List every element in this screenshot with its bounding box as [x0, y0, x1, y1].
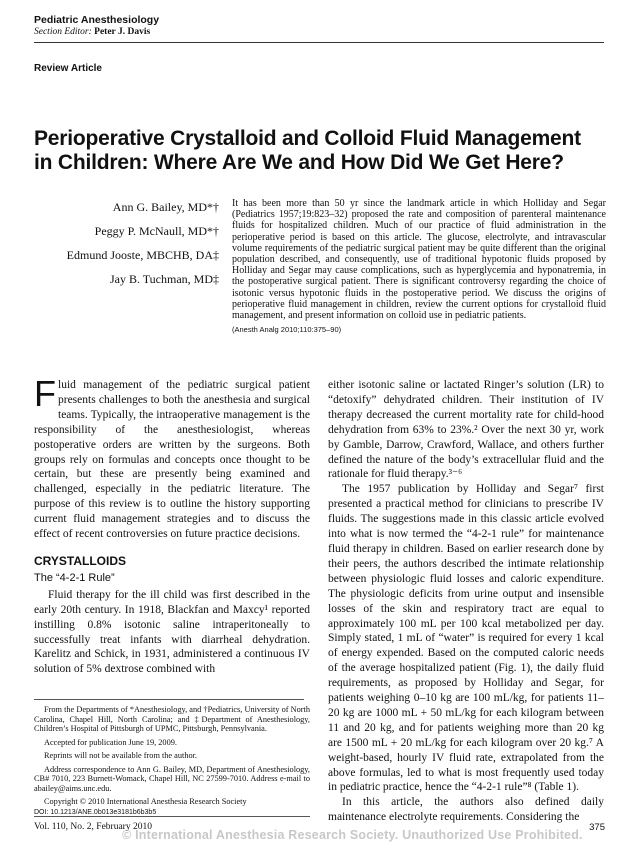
- copyright-note: Copyright © 2010 International Anesthesia Research Society: [44, 797, 247, 806]
- section-editor: [34, 27, 150, 37]
- drop-cap: F: [34, 373, 56, 414]
- author-1: Ann G. Bailey, MD*†: [112, 200, 219, 214]
- article-title: [34, 127, 614, 175]
- paragraph: The 1957 publication by Holliday and Segar⁷ first presented a practical method for clinicians to prescribe IV fluids. The suggestions made in this classic article evolved into what is now termed the “4-2-1 rule” for maintenance fluid therapy in children. Based on earlier research done by their peers, the authors described the intimate relationship between physiologic fluid losses and caloric expenditure. The physiologic deficits from urine output and insensible losses of the skin and respiratory tract are equal to approximately 100 mL per 100 kcal metabolized per day. Simply stated, 1 mL of “water” is required for every 1 kcal of energy expended. Based on the computed caloric needs of the average hospitalized patient (Fig. 1), the daily fluid requirements, as proposed by Holliday and Segar, for patients weighing 0–10 kg are 100 mL/kg, for patients 11–20 kg are 1000 mL + 50 mL/kg for each kilogram between 11 and 20 kg, and for patients weighing more than 20 kg are 1500 mL + 20 mL/kg for each kilogram over 20 kg.⁷ A weight-based, hourly IV fluid rate, extrapolated from the above formulas, led to what is most frequently used today in pediatric practice, hence the “4-2-1 rule”⁸ (Table 1).: [328, 483, 604, 794]
- reprints-note: Reprints will not be available from the author.: [44, 751, 197, 760]
- intro-text: luid management of the pediatric surgical patient presents challenges to both the anesthesia and surgical teams. Typically, the intraoperative management is the responsibility of the anesthesiologist, whereas postoperative orders are written by the surgeons. Both groups rely on formulas and concepts once thought to be certain, but these are presently being examined and challenged, especially in the pediatric literature. The purpose of this review is to outline the history supporting current fluid management strategies and to discuss the effect of recent controversies on future practice decisions.: [34, 379, 310, 541]
- doi: DOI: 10.1213/ANE.0b013e3181b6b3b5: [34, 808, 157, 816]
- author-3: Edmund Jooste, MBCHB, DA‡: [66, 248, 219, 262]
- footer-rule: [34, 816, 310, 817]
- accepted-note: Accepted for publication June 19, 2009.: [44, 737, 177, 747]
- paragraph: either isotonic saline or lactated Ringer’s solution (LR) to “detoxify” dehydrated children. Their institution of IV therapy decreased the current mortality rate for child-hood dehydration from 63% to 23%.² Over the next 30 yr, work by Gamble, Darrow, Crawford, Wallace, and others further defined the nature of the body’s extracellular fluid and the rationale for fluid therapy.³⁻⁶: [328, 379, 604, 481]
- article-type: Review Article: [34, 63, 102, 74]
- correspondence-note: Address correspondence to Ann G. Bailey, MD, Department of Anesthesiology, CB# 7010, 223 Burnett-Womack, Chapel Hill, NC 27599-7010. Address e-mail to abailey@aims.unc.edu.: [34, 764, 310, 793]
- abstract-citation: (Anesth Analg 2010;110:375–90): [232, 325, 342, 335]
- page-number: 375: [589, 822, 605, 833]
- journal-name: Pediatric Anesthesiology: [34, 14, 160, 26]
- section-heading: CRYSTALLOIDS: [34, 553, 126, 568]
- body-column-left: [34, 373, 310, 677]
- editor-label: Section Editor:: [34, 27, 92, 37]
- footnotes: [34, 705, 310, 821]
- title-line-1: Perioperative Crystalloid and Colloid Fluid Management: [34, 127, 581, 150]
- editor-name: Peter J. Davis: [94, 27, 151, 37]
- paragraph: In this article, the authors also defined daily maintenance electrolyte requirements. Considering the: [328, 796, 604, 824]
- title-line-2: in Children: Where Are We and How Did We Get Here?: [34, 151, 564, 174]
- subsection-heading: The “4-2-1 Rule”: [34, 571, 115, 584]
- header-rule: [34, 42, 604, 43]
- paragraph: Fluid therapy for the ill child was first described in the early 20th century. In 1918, Blackfan and Maxcy¹ reported instilling 0.8% isotonic saline intraperitoneally to successfully treat infants with diarrheal dehydration. Karelitz and Schick, in 1931, administered a continuous IV solution of 5% dextrose combined with: [34, 588, 310, 676]
- affiliation-note: From the Departments of *Anesthesiology, and †Pediatrics, University of North Carolina, Chapel Hill, North Carolina; and ‡Department of Anesthesiology, Children’s Hospital of Pittsburgh of UPMC, Pittsburgh, Pennsylvania.: [34, 705, 310, 733]
- author-4: Jay B. Tuchman, MD‡: [109, 272, 219, 286]
- volume-info: Vol. 110, No. 2, February 2010: [34, 822, 152, 832]
- abstract: [232, 198, 606, 335]
- body-column-right: [328, 378, 604, 825]
- author-list: [34, 198, 219, 294]
- abstract-text: It has been more than 50 yr since the landmark article in which Holliday and Segar (Pediatrics 1957;19:823–32) proposed the rate and composition of parenteral maintenance fluids for hospitalized children. Much of our practice of fluid administration in the perioperative period is based on this article. The glucose, electrolyte, and intravascular volume requirements of the pediatric surgical patient may be quite different than the original population described, and consequently, use of traditional hypotonic fluids proposed by Holliday and Segar may cause complications, such as hyperglycemia and hyponatremia, in the postoperative surgical patient. There is significant controversy regarding the choice of isotonic versus hypotonic fluids in the postoperative period. We discuss the origins of perioperative fluid management in children, review the current options for crystalloid fluid management, and present information on colloid use in pediatric patients.: [232, 198, 606, 322]
- author-2: Peggy P. McNaull, MD*†: [94, 224, 219, 238]
- footnote-rule: [34, 699, 304, 700]
- watermark: © International Anesthesia Research Society. Unauthorized Use Prohibited.: [122, 828, 583, 842]
- intro-paragraph: [34, 373, 310, 542]
